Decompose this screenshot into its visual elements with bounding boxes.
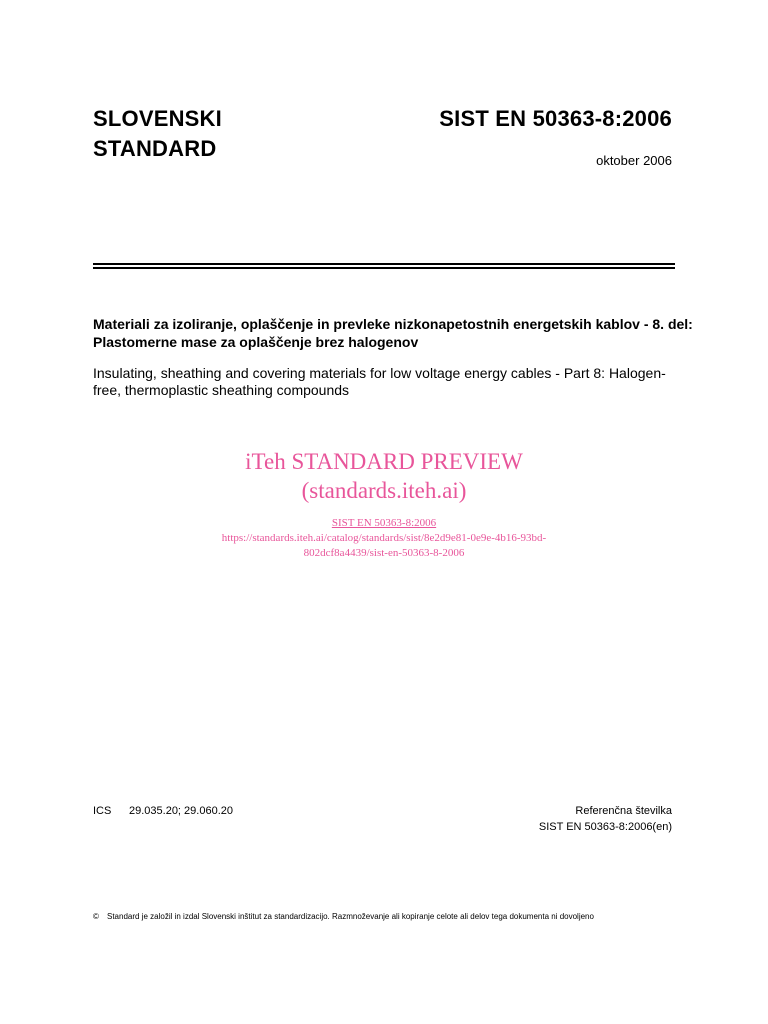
watermark-subtitle: (standards.iteh.ai) [301,478,467,503]
watermark-url-line-1[interactable]: https://standards.iteh.ai/catalog/standards/sist/8e2d9e81-0e9e-4b16-93bd- [221,532,547,544]
ics-label: ICS [93,805,112,817]
title-slovenian: Materiali za izoliranje, oplaščenje in prevleke nizkonapetostnih energetskih kablov - 8. del: Plastomerne mase za oplaščenje brez halogenov [93,316,693,350]
reference-label: Referenčna številka [575,805,672,817]
reference-number: SIST EN 50363-8:2006(en) [538,821,672,833]
category-line-2: STANDARD [93,136,217,161]
watermark-title: iTeh STANDARD PREVIEW [245,449,523,474]
ics-value: 29.035.20; 29.060.20 [129,805,233,817]
watermark-url-line-2[interactable]: 802dcf8a4439/sist-en-50363-8-2006 [303,547,465,559]
title-english: Insulating, sheathing and covering materials for low voltage energy cables - Part 8: Halogen-free, thermoplastic sheathing compounds [93,365,666,398]
copyright-notice: Standard je založil in izdal Slovenski inštitut za standardizacijo. Razmnoževanje ali kopiranje celote ali delov tega dokumenta ni dovoljeno [107,912,594,921]
standard-number: SIST EN 50363-8:2006 [439,106,672,131]
copyright-icon: © [93,912,99,921]
divider-rule-top [93,263,675,265]
divider-rule-bottom [93,267,675,269]
publication-date: oktober 2006 [596,153,672,168]
document-category [93,104,222,164]
watermark-link[interactable]: SIST EN 50363-8:2006 [331,517,437,529]
category-line-1: SLOVENSKI [93,106,222,131]
